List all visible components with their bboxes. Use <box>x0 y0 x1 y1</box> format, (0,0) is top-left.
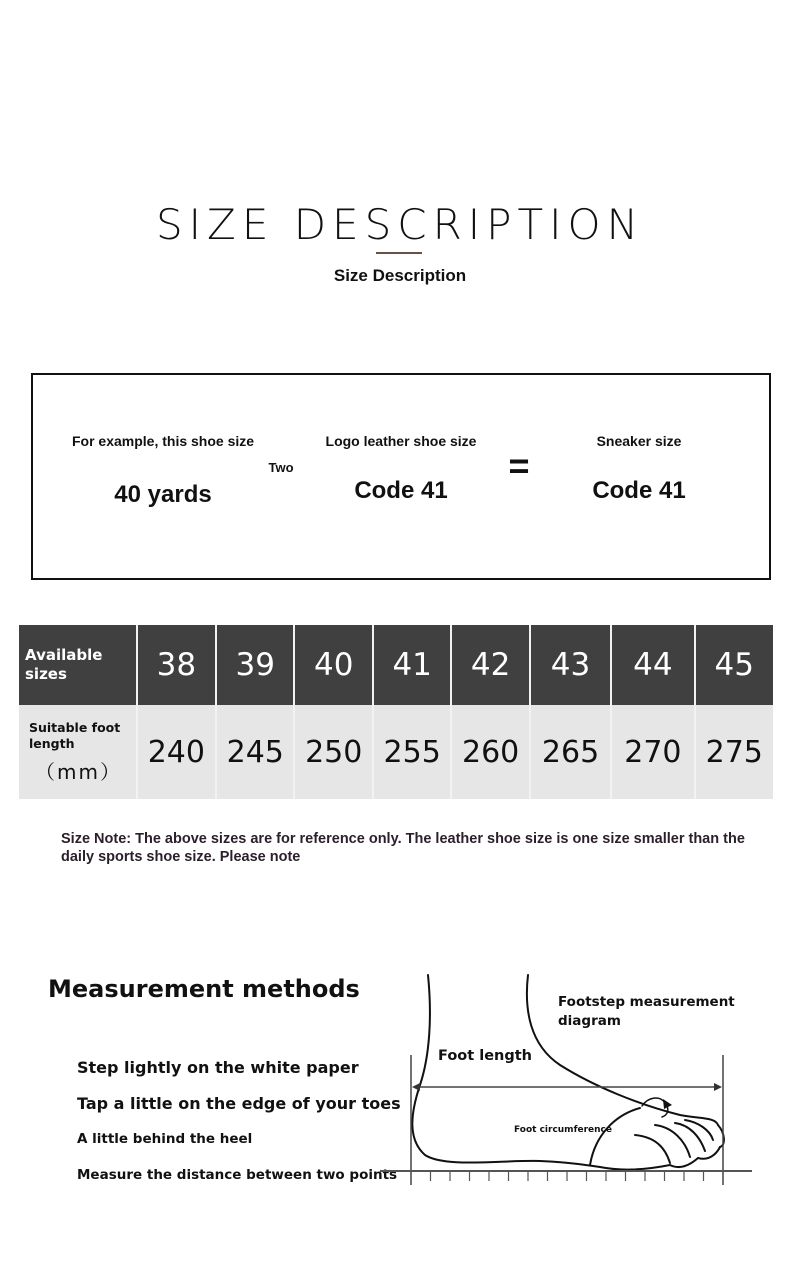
size-cell: 41 <box>373 625 451 705</box>
length-cell: 255 <box>373 705 451 799</box>
diagram-title: Footstep measurement diagram <box>558 994 735 1029</box>
size-cell: 42 <box>451 625 529 705</box>
measurement-step: Step lightly on the white paper <box>77 1058 359 1077</box>
example-connector: Two <box>268 460 294 475</box>
size-cell: 45 <box>695 625 773 705</box>
size-note: Size Note: The above sizes are for reference only. The leather shoe size is one size smaller than the daily sports shoe size. Please note <box>61 831 745 865</box>
size-cell: 43 <box>530 625 611 705</box>
length-cell: 245 <box>216 705 294 799</box>
foot-circumference-label: Foot circumference <box>514 1125 612 1135</box>
length-cell: 275 <box>695 705 773 799</box>
measurement-step: A little behind the heel <box>77 1131 253 1147</box>
table-row-length <box>19 705 773 799</box>
size-cell: 40 <box>294 625 372 705</box>
size-cell: 44 <box>611 625 694 705</box>
example-right-value: Code 41 <box>592 477 686 504</box>
example-left-value: 40 yards <box>114 481 212 508</box>
title-divider <box>376 252 422 254</box>
size-chart-table <box>19 625 773 799</box>
equals-sign: = <box>508 445 530 486</box>
table-row-sizes <box>19 625 773 705</box>
measurement-step: Tap a little on the edge of your toes <box>77 1094 401 1113</box>
length-cell: 270 <box>611 705 694 799</box>
size-example-box <box>31 373 771 580</box>
length-cell: 250 <box>294 705 372 799</box>
row-header-sizes: Available sizes <box>19 625 137 705</box>
page-title: SIZE DESCRIPTION <box>156 200 644 249</box>
example-middle-value: Code 41 <box>354 477 448 504</box>
size-cell: 38 <box>137 625 216 705</box>
example-left-label: For example, this shoe size <box>71 433 255 449</box>
row-header-length: Suitable foot length （mm） <box>19 705 137 799</box>
measurement-step: Measure the distance between two points <box>77 1167 398 1183</box>
length-cell: 240 <box>137 705 216 799</box>
example-right-label: Sneaker size <box>596 433 682 449</box>
foot-length-label: Foot length <box>438 1048 532 1064</box>
length-unit: （mm） <box>35 759 122 784</box>
foot-measurement-diagram <box>380 965 770 1195</box>
measurement-title: Measurement methods <box>48 975 360 1003</box>
length-cell: 265 <box>530 705 611 799</box>
size-cell: 39 <box>216 625 294 705</box>
page-subtitle: Size Description <box>333 266 467 285</box>
example-middle-label: Logo leather shoe size <box>325 433 477 449</box>
length-cell: 260 <box>451 705 529 799</box>
